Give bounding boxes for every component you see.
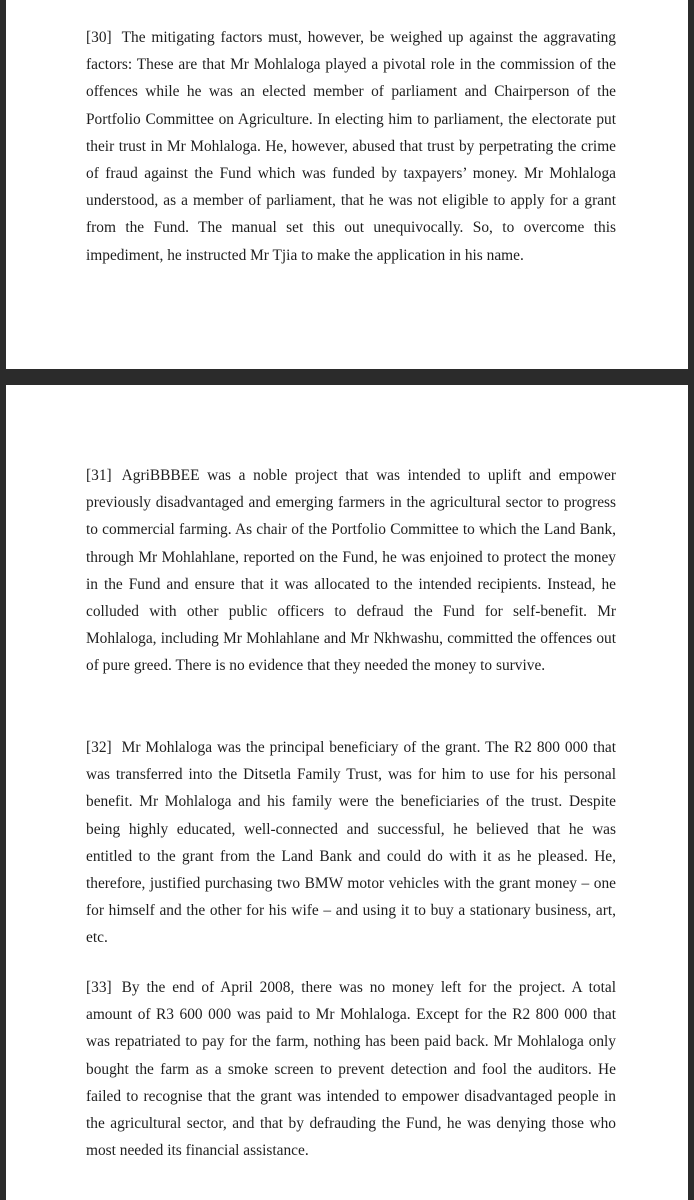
document-page-1: [6, 0, 688, 369]
paragraph-31: [86, 462, 616, 680]
paragraph-number: [32]: [86, 739, 112, 756]
paragraph-33: [86, 974, 616, 1164]
paragraph-text: Mr Mohlaloga was the principal beneficiary of the grant. The R2 800 000 that was transferred into the Ditsetla Family Trust, was for him to use for his personal benefit. Mr Mohlaloga and his family were the beneficiaries of the trust. Despite being highly educated, well-connected and successful, he believed that he was entitled to the grant from the Land Bank and could do with it as he pleased. He, therefore, justified purchasing two BMW motor vehicles with the grant money – one for himself and the other for his wife – and using it to buy a stationary business, art, etc.: [86, 739, 616, 947]
paragraph-text: The mitigating factors must, however, be weighed up against the aggravating factors: These are that Mr Mohlaloga played a pivotal role in the commission of the offences while he was an elected member of parliament and Chairperson of the Portfolio Committee on Agriculture. In electing him to parliament, the electorate put their trust in Mr Mohlaloga. He, however, abused that trust by perpetrating the crime of fraud against the Fund which was funded by taxpayers’ money. Mr Mohlaloga understood, as a member of parliament, that he was not eligible to apply for a grant from the Fund. The manual set this out unequivocally. So, to overcome this impediment, he instructed Mr Tjia to make the application in his name.: [86, 29, 616, 264]
document-page-2: [6, 385, 688, 1200]
paragraph-number: [30]: [86, 29, 112, 46]
paragraph-number: [33]: [86, 979, 112, 996]
paragraph-30: [86, 24, 616, 269]
paragraph-text: By the end of April 2008, there was no money left for the project. A total amount of R3 600 000 was paid to Mr Mohlaloga. Except for the R2 800 000 that was repatriated to pay for the farm, nothing has been paid back. Mr Mohlaloga only bought the farm as a smoke screen to prevent detection and fool the auditors. He failed to recognise that the grant was intended to empower disadvantaged people in the agricultural sector, and that by defrauding the Fund, he was denying those who most needed its financial assistance.: [86, 979, 616, 1160]
paragraph-number: [31]: [86, 467, 112, 484]
paragraph-32: [86, 734, 616, 952]
paragraph-text: AgriBBBEE was a noble project that was intended to uplift and empower previously disadvantaged and emerging farmers in the agricultural sector to progress to commercial farming. As chair of the Portfolio Committee to which the Land Bank, through Mr Mohlahlane, reported on the Fund, he was enjoined to protect the money in the Fund and ensure that it was allocated to the intended recipients. Instead, he colluded with other public officers to defraud the Fund for self-benefit. Mr Mohlaloga, including Mr Mohlahlane and Mr Nkhwashu, committed the offences out of pure greed. There is no evidence that they needed the money to survive.: [86, 467, 616, 675]
